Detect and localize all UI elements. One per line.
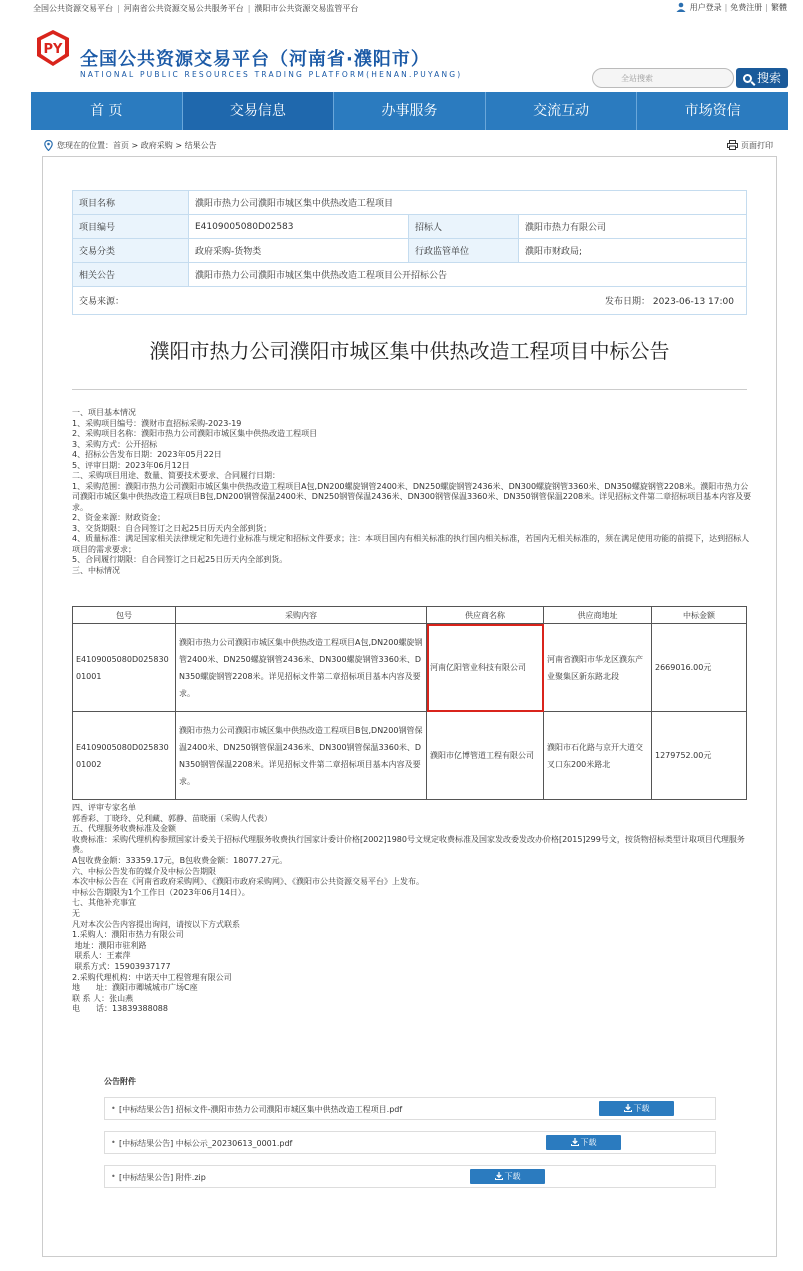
site-subtitle: NATIONAL PUBLIC RESOURCES TRADING PLATFORM(HENAN.PUYANG)	[80, 70, 463, 79]
download-label: 下载	[580, 1138, 597, 1147]
body-line: 联系方式：15903937177	[72, 961, 171, 971]
main-nav	[31, 92, 788, 130]
link-henan-platform[interactable]: 河南省公共资源交易公共服务平台	[123, 4, 244, 13]
award-amount: 2669016.00元	[652, 624, 747, 712]
body-line: 凡对本次公告内容提出询问，请按以下方式联系	[72, 919, 240, 929]
document-title: 濮阳市热力公司濮阳市城区集中供热改造工程项目中标公告	[149, 339, 670, 363]
body-line: 5、合同履行期限：自合同签订之日起25日历天内全部到货。	[72, 555, 288, 564]
body-line: 2、采购项目名称：濮阳市热力公司濮阳市城区集中供热改造工程项目	[72, 429, 318, 438]
project-name-label: 项目名称	[73, 191, 189, 215]
body-line: 2、资金来源：财政资金；	[72, 513, 166, 522]
body-line: 4、招标公告发布日期：2023年05月22日	[72, 450, 222, 459]
download-icon	[624, 1104, 632, 1112]
purchase-content: 濮阳市热力公司濮阳市城区集中供热改造工程项目A包,DN200螺旋钢管2400米、DN250螺旋钢管2436米、DN300螺旋钢管3360米、DN350螺旋钢管2208米。详见招标文件第二章招标项目基本内容及要求。	[176, 624, 427, 712]
attachment-name[interactable]: [中标结果公告] 招标文件-濮阳市热力公司濮阳市城区集中供热改造工程项目.pdf	[119, 1105, 403, 1114]
body-line: 1、采购范围：濮阳市热力公司濮阳市城区集中供热改造工程项目A包,DN200螺旋钢管2400米、DN250螺旋钢管2436米、DN300螺旋钢管3360米、DN350螺旋钢管2208米。濮阳市热力公司濮阳市城区集中供热改造工程项目B包,DN200钢管保温2400米、DN250钢管保温2436米、DN300钢管保温3360米、DN350钢管保温2208米。详见招标文件第二章招标项目基本内容及要求。	[72, 481, 752, 512]
body-line: 郭香彩、丁晓玲、兑利藏、郭静、苗晓丽（采购人代表）	[72, 813, 272, 823]
nav-credit[interactable]: 市场资信	[684, 103, 741, 119]
tenderer-label: 招标人	[409, 215, 519, 239]
platform-links: 全国公共资源交易平台 | 河南省公共资源交易公共服务平台 | 濮阳市公共资源交易监管平台	[33, 4, 359, 13]
user-links: 用户登录 | 免费注册 | 繁體	[676, 2, 787, 13]
col-supplier: 供应商名称	[427, 607, 544, 624]
site-header	[0, 16, 803, 92]
body-line: 六、中标公告发布的媒介及中标公告期限	[72, 866, 216, 876]
body-line: 4、质量标准：满足国家相关法律规定和先进行业标准与规定和招标文件要求；注：本项目国内有相关标准的执行国内相关标准，若国内无相关标准的，须在满足使用功能的前提下，达到招标人项目的需求要求；	[72, 534, 750, 554]
publish-date: 发布日期： 2023-06-13 17:00	[409, 287, 747, 315]
col-address: 供应商地址	[544, 607, 652, 624]
attachment-item: • [中标结果公告] 附件.zip 下载	[104, 1165, 716, 1188]
body-line: 3、交货期限：自合同签订之日起25日历天内全部到货；	[72, 523, 272, 533]
body-line: 一、项目基本情况	[72, 408, 136, 417]
download-button[interactable]	[546, 1135, 621, 1150]
award-result-table	[72, 606, 747, 800]
download-icon	[571, 1138, 579, 1146]
traditional-chinese-link[interactable]: 繁體	[771, 3, 787, 12]
tenderer-value: 濮阳市热力有限公司	[519, 215, 747, 239]
search-icon	[743, 74, 752, 83]
body-line: 3、采购方式：公开招标	[72, 439, 158, 449]
site-title: 全国公共资源交易平台（河南省·濮阳市）	[80, 49, 430, 70]
site-logo[interactable]	[33, 28, 73, 68]
supervisor-value: 濮阳市财政局;	[519, 239, 747, 263]
nav-interaction[interactable]: 交流互动	[486, 92, 638, 130]
project-info-table	[72, 190, 747, 315]
supplier-address: 河南省濮阳市华龙区濮东产业聚集区新东路北段	[544, 624, 652, 712]
body-line: 地 址：濮阳市卿城城市广场C座	[72, 983, 198, 993]
notice-body-continued	[72, 803, 752, 1015]
body-line: 中标公告期限为1个工作日（2023年06月14日）。	[72, 887, 250, 897]
award-amount: 1279752.00元	[652, 712, 747, 800]
attachment-name[interactable]: [中标结果公告] 中标公示_20230613_0001.pdf	[119, 1139, 293, 1148]
search-input[interactable]: 全站搜索	[592, 68, 734, 88]
attachments-title: 公告附件	[104, 1077, 136, 1086]
col-amount: 中标金额	[652, 607, 747, 624]
download-button[interactable]	[599, 1101, 674, 1116]
category-label: 交易分类	[73, 239, 189, 263]
location-pin-icon	[44, 140, 53, 151]
body-line: 1.采购人：濮阳市热力有限公司	[72, 930, 184, 940]
breadcrumb-text: 您现在的位置：首页 > 政府采购 > 结果公告	[57, 141, 217, 150]
table-row	[73, 712, 747, 800]
category-value: 政府采购-货物类	[189, 239, 409, 263]
body-line: 七、其他补充事宜	[72, 898, 136, 908]
body-line: 无	[72, 908, 80, 918]
body-line: 1、采购项目编号：濮财市直招标采购-2023-19	[72, 418, 242, 428]
nav-services[interactable]: 办事服务	[334, 92, 486, 130]
project-no-value: E4109005080D02583	[189, 215, 409, 239]
user-icon	[676, 2, 686, 12]
supplier-name: 河南亿阳管业科技有限公司	[427, 624, 544, 712]
source-label: 交易来源：	[73, 287, 409, 315]
project-no-label: 项目编号	[73, 215, 189, 239]
body-line: A包收费金额：33359.17元，B包收费金额：18077.27元。	[72, 855, 288, 865]
title-divider	[72, 389, 747, 390]
package-no: E4109005080D02583001001	[73, 624, 176, 712]
package-no: E4109005080D02583001002	[73, 712, 176, 800]
body-line: 收费标准：采购代理机构参照国家计委关于招标代理服务收费执行国家计委计价格[2002]1980号文规定收费标准及国家发改委发改办价格[2015]299号文，按货物招标类型计取项目代理服务费。	[72, 834, 745, 855]
supervisor-label: 行政监管单位	[409, 239, 519, 263]
search-button[interactable]	[736, 68, 788, 88]
attachment-item: • [中标结果公告] 招标文件-濮阳市热力公司濮阳市城区集中供热改造工程项目.pdf 下载	[104, 1097, 716, 1120]
printer-icon	[727, 140, 738, 150]
link-national-platform[interactable]: 全国公共资源交易平台	[33, 4, 113, 13]
body-line: 二、采购项目用途、数量、简要技术要求、合同履行日期：	[72, 471, 280, 480]
supplier-name: 濮阳市亿博管道工程有限公司	[427, 712, 544, 800]
body-line: 本次中标公告在《河南省政府采购网》、《濮阳市政府采购网》、《濮阳市公共资源交易平台》上发布。	[72, 877, 424, 887]
project-name-value: 濮阳市热力公司濮阳市城区集中供热改造工程项目	[189, 191, 747, 215]
body-line: 四、评审专家名单	[72, 803, 136, 812]
body-line: 五、代理服务收费标准及金额	[72, 824, 176, 834]
print-button[interactable]	[727, 140, 773, 151]
body-line: 联 系 人：张山燕	[72, 993, 134, 1003]
body-line: 电 话：13839388088	[72, 1004, 168, 1014]
related-notice-link[interactable]: 濮阳市热力公司濮阳市城区集中供热改造工程项目公开招标公告	[189, 263, 747, 287]
body-line: 三、中标情况	[72, 565, 120, 575]
attachment-item: • [中标结果公告] 中标公示_20230613_0001.pdf 下载	[104, 1131, 716, 1154]
purchase-content: 濮阳市热力公司濮阳市城区集中供热改造工程项目B包,DN200钢管保温2400米、DN250钢管保温2436米、DN300钢管保温3360米、DN350钢管保温2208米。详见招标文件第二章招标项目基本内容及要求。	[176, 712, 427, 800]
table-row	[73, 624, 747, 712]
body-line: 联系人：王素萍	[72, 951, 131, 961]
login-link[interactable]: 用户登录	[689, 3, 722, 12]
search-button-label: 搜索	[756, 71, 781, 85]
nav-home[interactable]: 首 页	[31, 92, 183, 130]
top-bar	[0, 0, 803, 16]
attachment-name[interactable]: [中标结果公告] 附件.zip	[119, 1173, 206, 1182]
col-package: 包号	[73, 607, 176, 624]
link-puyang-supervision[interactable]: 濮阳市公共资源交易监管平台	[254, 4, 359, 13]
notice-body	[72, 408, 752, 576]
download-button[interactable]	[470, 1169, 545, 1184]
logo-text: PY	[43, 42, 63, 57]
download-icon	[495, 1172, 503, 1180]
supplier-address: 濮阳市石化路与京开大道交叉口东200米路北	[544, 712, 652, 800]
body-line: 2.采购代理机构：中诺天中工程管理有限公司	[72, 972, 232, 982]
breadcrumb	[44, 140, 217, 151]
related-label: 相关公告	[73, 263, 189, 287]
body-line: 地址：濮阳市驻利路	[72, 940, 147, 950]
register-link[interactable]: 免费注册	[730, 3, 763, 12]
download-label: 下载	[504, 1172, 521, 1181]
body-line: 5、评审日期：2023年06月12日	[72, 460, 190, 470]
download-label: 下载	[633, 1104, 650, 1113]
col-content: 采购内容	[176, 607, 427, 624]
print-label: 页面打印	[741, 141, 773, 150]
nav-trade-info[interactable]: 交易信息	[183, 92, 335, 130]
